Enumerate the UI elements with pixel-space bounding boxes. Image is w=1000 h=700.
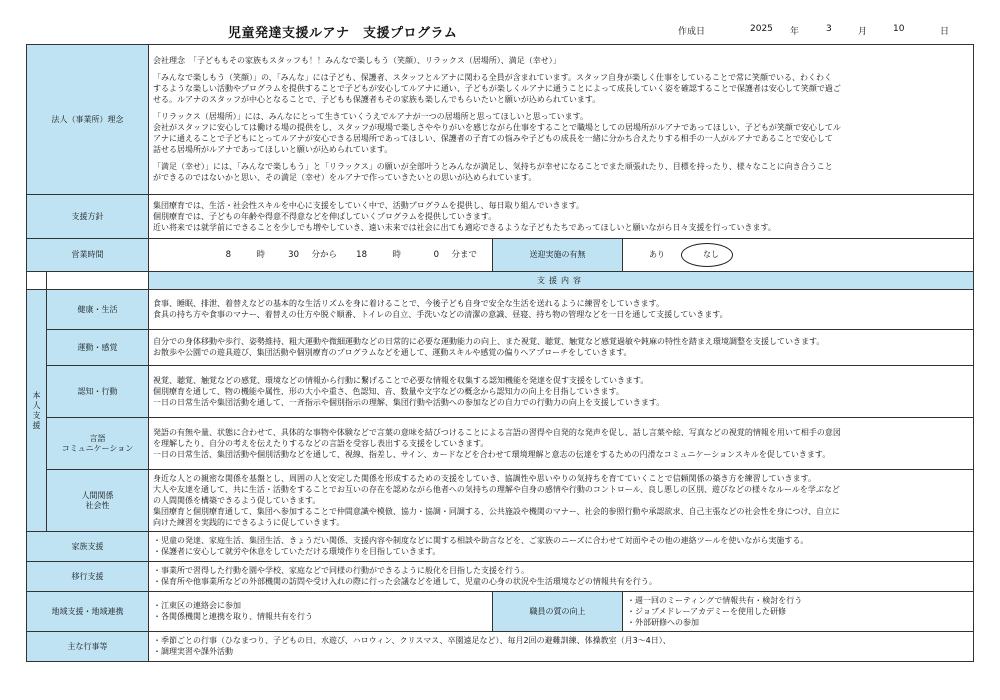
area-label-social (47, 470, 149, 532)
label-line: 社会性 (85, 500, 110, 510)
hours-row (27, 239, 974, 272)
events-content (149, 632, 974, 662)
text-line: 会社理念 「子どももその家族もスタッフも！！みんなで楽しもう（笑顔）、リラックス（居場所）、満足（幸せ）」 (153, 56, 561, 65)
area-row-health (27, 290, 974, 330)
text-line: 「満足（幸せ）」には、「みんなで楽しもう」と「リラックス」の願いが全部叶うとみんなが満足し、気持ちが幸せになることでまた頑張れたり、目標を持ったり、様々なことに向き合うこと (153, 162, 833, 171)
text-line: 食事、睡眠、排泄、着替えなどの基本的な生活リズムを身に着けることで、今後子ども自身で安全な生活を送れるように練習をしていきます。 (153, 299, 665, 308)
label-line: 人間関係 (81, 490, 114, 500)
support-content-header: 支援内容 (149, 272, 974, 290)
text-line: ・調理実習や課外活動 (153, 647, 233, 656)
policy-label: 支援方針 (27, 195, 149, 239)
area-label-health: 健康・生活 (47, 290, 149, 330)
text-line: せる。ルアナのスタッフが中心となることで、子どもも保護者もその家族も楽しんでもらいたいと願いが込められています。 (153, 95, 601, 104)
transport-label: 送迎実施の有無 (493, 239, 623, 272)
text-line: アナに通えることで子どもにとってルアナが安心できる居場所であってほしい、保護者の子育ての悩みや子どもの成長を一緒に分かち合えたりする相手の一人がルアナであることで安心して (153, 134, 833, 143)
text-line: 視覚、聴覚、触覚などの感覚、環境などの情報から行動に繋げることで必要な情報を収集する認知機能を発達を促す支援をしていきます。 (153, 375, 649, 385)
hour-unit: 時 (256, 250, 265, 260)
area-content-social (149, 470, 974, 532)
vertical-char: 援 (32, 420, 41, 430)
text-line: ・週一回のミーティングで情報共有・検討を行う (627, 595, 803, 605)
vertical-char: 本 (32, 390, 41, 400)
text-line: の人間関係を構築できるよう促していきます。 (153, 495, 321, 505)
text-line: 自分での身体移動や歩行、姿勢維持、粗大運動や微細運動などの日常的に必要な運動能力の向上、また視覚、聴覚、触覚など感覚過敏や鈍麻の特性を踏まえ環境調整を支援していきます。 (153, 337, 825, 346)
text-line: 発語の有無や量、状態に合わせて、具体的な事物や体験などで言葉の意味を結びつけることによる言語の習得や自発的な発声を促し、話し言葉や絵、写真などの視覚的情報を用いて相手の意図 (153, 427, 841, 437)
transport-yes: あり (649, 250, 665, 259)
area-content-health (149, 290, 974, 330)
text-line: するような楽しい活動やプログラムを提供することで子どもが安心してルアナに通い、子どもが楽しくルアナに通うことによって成長していく姿を確認することで保護者は安心して笑顔で過ご (153, 84, 841, 93)
support-header-row (27, 272, 974, 290)
philosophy-paragraph (153, 56, 969, 66)
text-line: ・ジョブメドレーアカデミーを使用した研修 (627, 606, 787, 616)
text-line: 会社がスタッフに安心しては働ける場の提供をし、スタッフが現場で楽しさややりがいを感じながら仕事をすることで職場としての居場所がルアナであってほしい、子どもが笑顔で安心してル (153, 123, 841, 132)
transition-row (27, 562, 974, 592)
document-header (0, 22, 1000, 44)
text-line: ・季節ごとの行事（ひなまつり、子どもの日、水遊び、ハロウィン、クリスマス、卒園遠足など）、毎月2回の避難訓練、体操教室（月3～4日）、 (153, 636, 671, 645)
text-line: ・児童の発達、家庭生活、集団生活、きょうだい関係、支援内容や制度などに関する相談や助言などを、ご家族のニーズに合わせて対面やその他の連絡ツールを使いながら実施する。 (153, 536, 809, 545)
text-line: を理解したり、自分の考えを伝えたりするなどの言語を受容し表出する支援をしていきます。 (153, 438, 489, 448)
area-content-language (149, 418, 974, 470)
until-text: 分まで (451, 250, 477, 260)
transition-label: 移行支援 (27, 562, 149, 592)
hours-label: 営業時間 (27, 239, 149, 272)
community-content (149, 592, 493, 632)
transport-no: なし (703, 250, 719, 259)
area-row-motor (27, 330, 974, 366)
area-row-social (27, 470, 974, 532)
transport-options (623, 239, 974, 272)
label-line: コミュニケーション (61, 443, 134, 453)
area-label-cognition: 認知・行動 (47, 366, 149, 418)
support-program-table (26, 44, 974, 662)
text-line: 集団療育では、生活・社会性スキルを中心に支援をしていく中で、活動プログラムを提供し、毎日取り組んでいきます。 (153, 200, 585, 210)
staff-content (623, 592, 974, 632)
philosophy-paragraph (153, 112, 969, 155)
start-minute: 30 (288, 250, 299, 260)
hours-value (149, 239, 493, 272)
area-row-cognition (27, 366, 974, 418)
text-line: 個別療育では、子どもの年齢や得意不得意などを伸ばしていくプログラムを提供していきます。 (153, 211, 497, 221)
text-line: ができるのではないかと思い、その満足（幸せ）をルアナで作っていきたいとの思いが込められています。 (153, 173, 537, 182)
community-row (27, 592, 974, 632)
area-row-language (27, 418, 974, 470)
events-row (27, 632, 974, 662)
community-label: 地域支援・地域連携 (27, 592, 149, 632)
created-month: 3 (826, 24, 832, 34)
philosophy-content (149, 45, 974, 195)
end-hour: 18 (356, 250, 367, 260)
text-line: お散歩や公園での遊具遊び、集団活動や個別療育のプログラムなどを通して、運動スキルや感覚の偏りへアプローチをしていきます。 (153, 348, 632, 357)
created-day: 10 (893, 24, 905, 34)
day-unit: 日 (940, 27, 950, 37)
text-line: 一日の日常生活や集団活動を通して、一斉指示や個別指示の理解、集団行動や活動への参加などの自力での行動力の向上を支援していきます。 (153, 397, 665, 407)
text-line: ・事業所で習得した行動を園や学校、家庭などで同様の行動ができるように般化を目指した支援を行う。 (153, 566, 529, 575)
document-title: 児童発達支援ルアナ 支援プログラム (228, 26, 458, 41)
label-line: 言語 (89, 433, 106, 443)
text-line: 食具の持ち方や食事のマナー、着替えの仕方や脱ぐ順番、トイレの自立、手洗いなどの清潔の意識、昼寝、持ち物の管理などを一日を通して支援していきます。 (153, 310, 728, 319)
vertical-char: 支 (32, 410, 41, 420)
text-line: 「リラックス（居場所）」には、みんなにとって生きていくうえでルアナが一つの居場所と思ってほしいと思っています。 (153, 112, 588, 121)
vertical-char: 人 (32, 400, 41, 410)
area-content-cognition (149, 366, 974, 418)
family-content (149, 532, 974, 562)
philosophy-row (27, 45, 974, 195)
text-line: ・保育所や他事業所などの外部機関の訪問や受け入れの際に行った会議などを通して、児童の心身の状況や生活環境などの情報共有を行う。 (153, 577, 657, 586)
philosophy-label: 法人（事業所）理念 (27, 45, 149, 195)
policy-content (149, 195, 974, 239)
created-year: 2025 (750, 24, 773, 34)
created-date-label: 作成日 (678, 27, 706, 37)
text-line: ・保護者に安心して就労や休息をしていただける環境作りを目指していきます。 (153, 547, 441, 556)
text-line: ・外部研修への参加 (627, 617, 699, 627)
start-hour: 8 (225, 250, 231, 260)
person-support-label (27, 290, 47, 532)
text-line: 身近な人との親密な関係を基盤とし、周囲の人と安定した関係を形成するための支援をしていき、協調性や思いやりの気持ちを育てていくことで信頼関係の築き方を練習していきます。 (153, 473, 817, 483)
hour-unit: 時 (392, 250, 401, 260)
family-label: 家族支援 (27, 532, 149, 562)
end-minute: 0 (433, 250, 439, 260)
text-line: 向けた練習を実践的にできるように促していきます。 (153, 517, 345, 527)
philosophy-paragraph (153, 162, 969, 183)
text-line: 大人や友達を通して、共に生活・活動をすることでお互いの存在を認めながら他者への気持ちの理解や自身の感情や行動のコントロール、良し悪しの区別、遊びなどの様々なルールを学ぶなど (153, 484, 840, 494)
year-unit: 年 (790, 27, 800, 37)
staff-label: 職員の質の向上 (493, 592, 623, 632)
text-line: 一日の日常生活、集団活動や個別活動などを通して、視線、指差し、サイン、カードなどを合わせて環境理解と意志の伝達をするための円滑なコミュニケーションスキルを促していきます。 (153, 449, 831, 459)
family-row (27, 532, 974, 562)
events-label: 主な行事等 (27, 632, 149, 662)
text-line: ・江東区の連絡会に参加 (153, 601, 241, 610)
month-unit: 月 (858, 27, 868, 37)
text-line: ・各関係機関と連携を取り、情報共有を行う (153, 612, 313, 621)
text-line: 個別療育を通して、物の機能や属性、形の大小や重さ、色認知、音、数量や文字などの概念から認知力の向上を目指していきます。 (153, 386, 624, 396)
text-line: 話せる居場所がルアナであってほしいと願いが込められています。 (153, 145, 393, 154)
from-text: 分から (311, 250, 337, 260)
policy-row (27, 195, 974, 239)
text-line: 集団療育と個別療育通して、集団へ参加することで仲間意識や模倣、協力・協調・同調する、公共施設や機関のマナー、社会的参照行動や承認欲求、自己主張などの社会性を身につけ、自立に (153, 506, 841, 516)
area-content-motor (149, 330, 974, 366)
area-label-language (47, 418, 149, 470)
area-label-motor: 運動・感覚 (47, 330, 149, 366)
transition-content (149, 562, 974, 592)
text-line: 近い将来では就学前にできることを少しでも増やしていき、遠い未来では社会に出ても適応できるような子どもたちであってほしいと願いながら日々支援を行っていきます。 (153, 222, 776, 232)
philosophy-paragraph (153, 73, 969, 105)
text-line: 「みんなで楽しもう（笑顔）」の、「みんな」には子ども、保護者、スタッフとルアナに関わる全員が含まれています。スタッフ自身が楽しく仕事をしていることで常に笑顔でいる、わくわく (153, 73, 833, 82)
